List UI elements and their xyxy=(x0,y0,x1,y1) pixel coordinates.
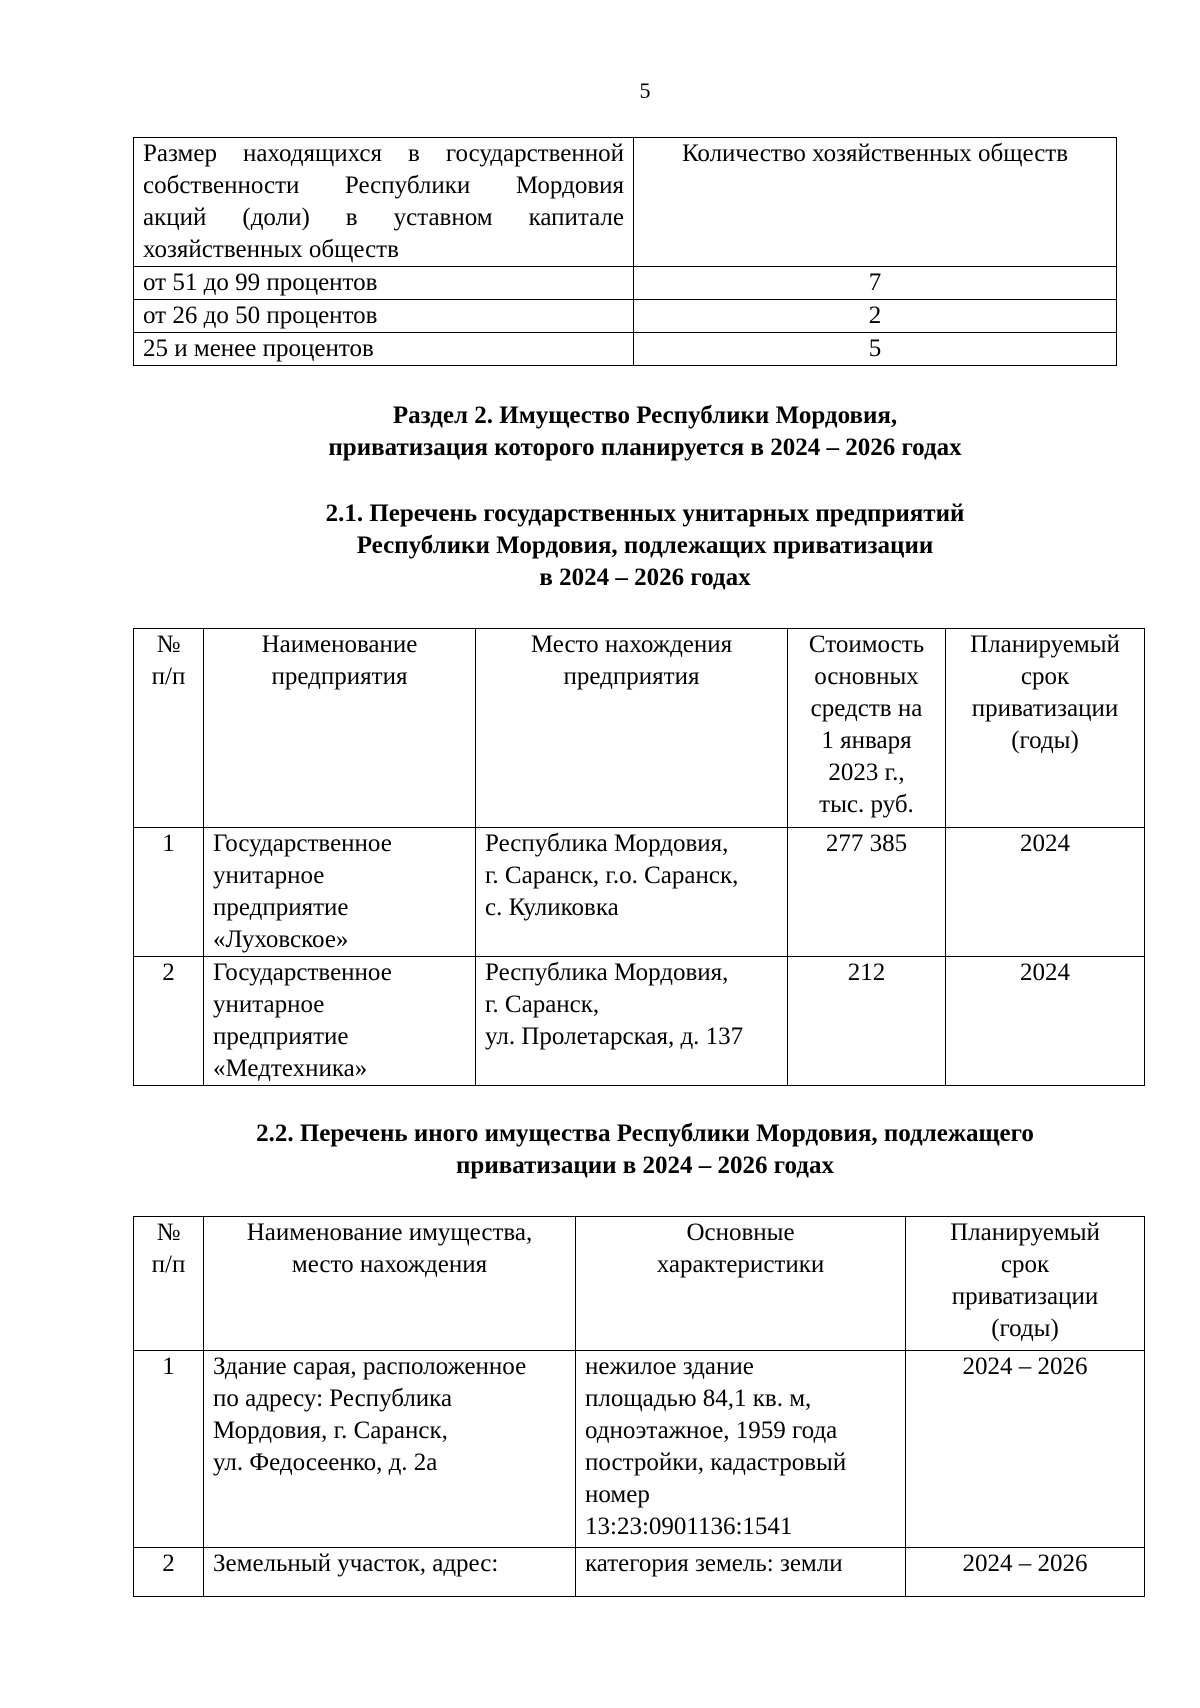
heading-line: 2.2. Перечень иного имущества Республики Мордовия, подлежащего xyxy=(256,1120,1034,1147)
enterprise-location: Республика Мордовия, г. Саранск, г.о. Саранск, с. Куликовка xyxy=(476,828,788,957)
header-line: собственности Республики Мордовия xyxy=(143,172,624,199)
property-name-header: Наименование имущества, место нахождения xyxy=(204,1217,576,1351)
table-row xyxy=(134,828,1145,957)
row-number: 2 xyxy=(134,957,204,1086)
enterprises-table xyxy=(133,628,1145,1086)
enterprise-location: Республика Мордовия, г. Саранск, ул. Пролетарская, д. 137 xyxy=(476,957,788,1086)
table-row xyxy=(134,1351,1145,1548)
num-header: № п/п xyxy=(134,629,204,828)
fixed-assets-cost: 212 xyxy=(788,957,946,1086)
count-cell: 7 xyxy=(634,267,1117,300)
term-header: Планируемый срок приватизации (годы) xyxy=(906,1217,1145,1351)
heading-line: приватизация которого планируется в 2024 – 2026 годах xyxy=(328,434,962,461)
property-name: Здание сарая, расположенное по адресу: Республика Мордовия, г. Саранск, ул. Федосеенко, д. 2а xyxy=(204,1351,576,1548)
shares-table xyxy=(133,137,1117,366)
planned-term: 2024 – 2026 xyxy=(906,1351,1145,1548)
section-2-1-heading xyxy=(0,498,1200,594)
heading-line: приватизации в 2024 – 2026 годах xyxy=(456,1152,834,1179)
planned-term: 2024 – 2026 xyxy=(906,1548,1145,1597)
heading-line: в 2024 – 2026 годах xyxy=(539,564,751,591)
term-header: Планируемый срок приватизации (годы) xyxy=(946,629,1145,828)
page-number: 5 xyxy=(639,78,651,103)
range-cell: от 26 до 50 процентов xyxy=(134,300,634,333)
range-cell: 25 и менее процентов xyxy=(134,333,634,366)
section-2-heading xyxy=(0,400,1200,464)
table-row xyxy=(134,333,1117,366)
row-number: 1 xyxy=(134,828,204,957)
enterprise-name: Государственное унитарное предприятие «Луховское» xyxy=(204,828,476,957)
location-header: Место нахождения предприятия xyxy=(476,629,788,828)
header-line: Размер находящихся в государственной xyxy=(143,140,624,167)
row-number: 1 xyxy=(134,1351,204,1548)
table-row xyxy=(134,957,1145,1086)
planned-term: 2024 xyxy=(946,957,1145,1086)
fixed-assets-cost: 277 385 xyxy=(788,828,946,957)
table-row xyxy=(134,300,1117,333)
enterprise-name: Государственное унитарное предприятие «Медтехника» xyxy=(204,957,476,1086)
table-header-row xyxy=(134,138,1117,267)
heading-line: Республики Мордовия, подлежащих приватизации xyxy=(356,532,934,559)
other-property-table xyxy=(133,1216,1145,1597)
property-name: Земельный участок, адрес: xyxy=(204,1548,576,1597)
shares-size-header xyxy=(134,138,634,267)
heading-line: 2.1. Перечень государственных унитарных предприятий xyxy=(325,500,965,527)
table-row xyxy=(134,1548,1145,1597)
count-cell: 2 xyxy=(634,300,1117,333)
cost-header: Стоимость основных средств на 1 января 2023 г., тыс. руб. xyxy=(788,629,946,828)
heading-line: Раздел 2. Имущество Республики Мордовия, xyxy=(392,402,898,429)
num-header: № п/п xyxy=(134,1217,204,1351)
planned-term: 2024 xyxy=(946,828,1145,957)
property-characteristics: нежилое здание площадью 84,1 кв. м, одноэтажное, 1959 года постройки, кадастровый номер 13:23:0901136:1541 xyxy=(576,1351,906,1548)
section-2-2-heading xyxy=(0,1118,1200,1182)
enterprise-name-header: Наименование предприятия xyxy=(204,629,476,828)
row-number: 2 xyxy=(134,1548,204,1597)
header-line: хозяйственных обществ xyxy=(143,236,399,263)
range-cell: от 51 до 99 процентов xyxy=(134,267,634,300)
characteristics-header: Основные характеристики xyxy=(576,1217,906,1351)
count-cell: 5 xyxy=(634,333,1117,366)
table-row xyxy=(134,267,1117,300)
header-line: акций (доли) в уставном капитале xyxy=(143,204,624,231)
table-header-row xyxy=(134,629,1145,828)
table-header-row xyxy=(134,1217,1145,1351)
property-characteristics: категория земель: земли xyxy=(576,1548,906,1597)
companies-count-header: Количество хозяйственных обществ xyxy=(634,138,1117,267)
